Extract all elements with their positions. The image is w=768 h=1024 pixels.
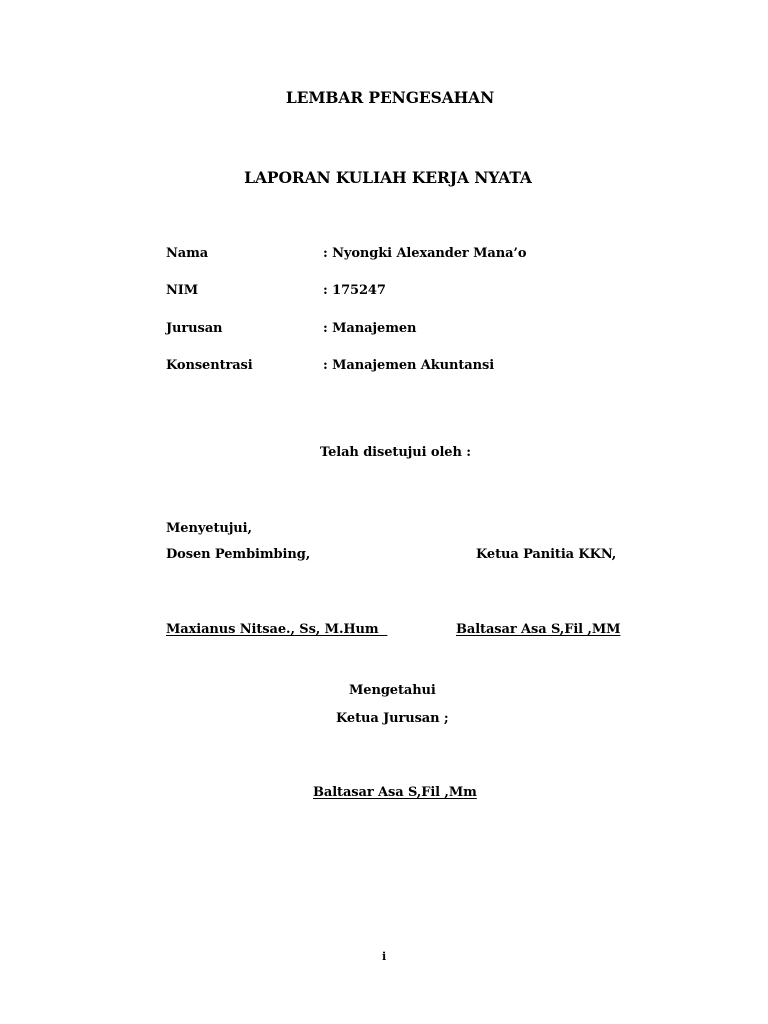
field-value-nim: : 175247 <box>323 283 386 298</box>
field-value-konsentrasi: : Manajemen Akuntansi <box>323 358 495 373</box>
approval-heading: Menyetujui, <box>166 521 252 536</box>
right-signer-role: Ketua Panitia KKN, <box>476 547 617 562</box>
field-value-jurusan: : Manajemen <box>323 321 417 336</box>
field-label-jurusan: Jurusan <box>166 321 223 336</box>
page-number: i <box>382 950 387 963</box>
acknowledgement-signer-name: Baltasar Asa S,Fil ,Mm <box>313 785 477 800</box>
left-signer-role: Dosen Pembimbing, <box>166 547 311 562</box>
document-title: LEMBAR PENGESAHAN <box>285 88 495 107</box>
document-subtitle: LAPORAN KULIAH KERJA NYATA <box>244 168 532 187</box>
field-value-nama: : Nyongki Alexander Mana’o <box>323 246 527 261</box>
right-signer-name: Baltasar Asa S,Fil ,MM <box>456 622 621 637</box>
left-signer-name: Maxianus Nitsae., Ss, M.Hum <box>166 622 388 637</box>
approved-by-text: Telah disetujui oleh : <box>320 445 471 460</box>
field-label-konsentrasi: Konsentrasi <box>166 358 253 373</box>
field-label-nim: NIM <box>166 283 199 298</box>
field-label-nama: Nama <box>166 246 209 261</box>
acknowledgement-heading: Mengetahui <box>349 683 436 698</box>
acknowledgement-role: Ketua Jurusan ; <box>336 711 449 726</box>
